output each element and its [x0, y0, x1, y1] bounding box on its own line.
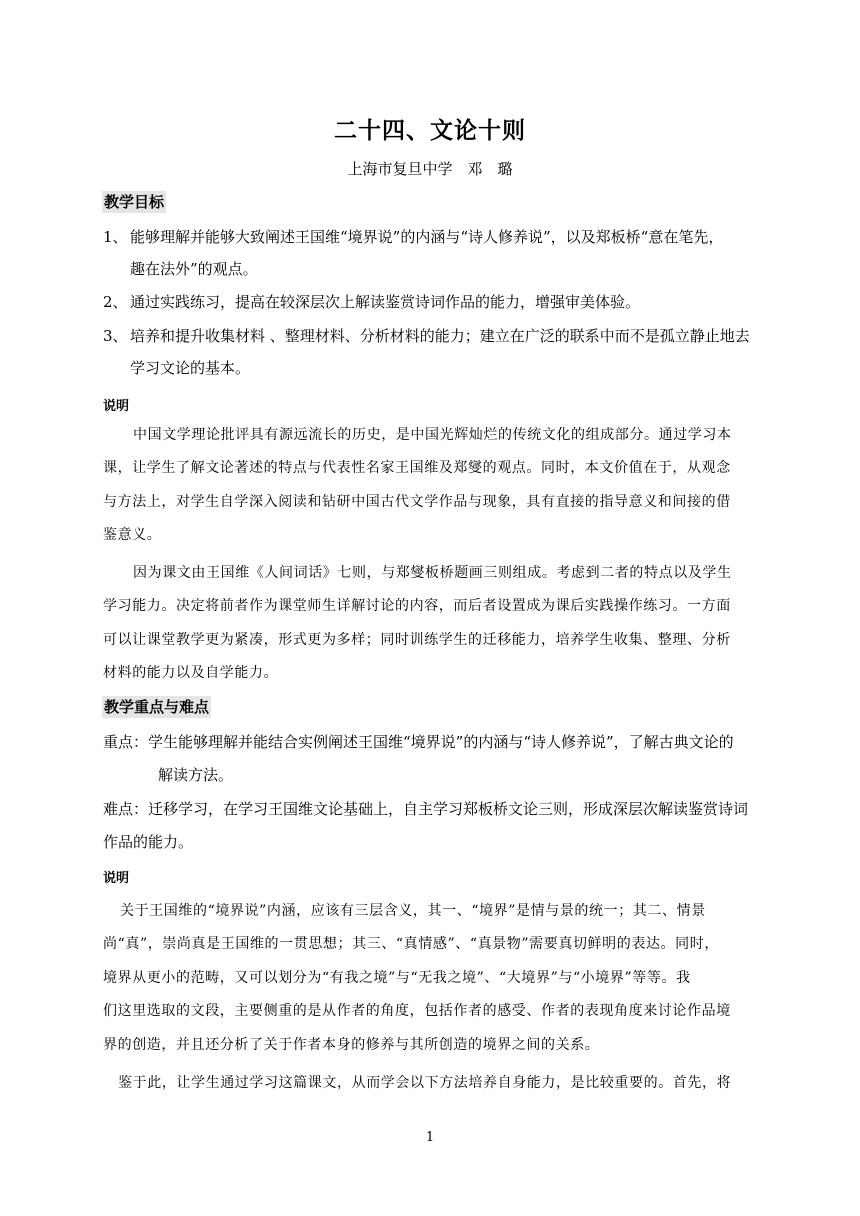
note2-p1-line-4: 们这里选取的文段，主要侧重的是从作者的角度，包括作者的感受、作者的表现角度来讨论作品境: [103, 1003, 731, 1019]
key-point-line-1: 重点：学生能够理解并能结合实例阐述王国维“境界说”的内涵与“诗人修养说”，了解古典文论的: [103, 733, 734, 751]
goal-number-1: 1、: [103, 228, 128, 246]
note1-p2-line-4: 材料的能力以及自学能力。: [103, 665, 279, 681]
note1-p1-line-2: 课，让学生了解文论著述的特点与代表性名家王国维及郑燮的观点。同时，本文价值在于，从观念: [103, 460, 731, 476]
page-number: 1: [425, 1130, 435, 1145]
difficulty-line-1: 难点：迁移学习，在学习王国维文论基础上，自主学习郑板桥文论三则，形成深层次解读鉴赏诗词: [103, 800, 749, 818]
difficulty-line-2: 作品的能力。: [103, 833, 194, 851]
goal-number-3: 3、: [103, 327, 128, 345]
note1-p1-line-1: 中国文学理论批评具有源远流长的历史，是中国光辉灿烂的传统文化的组成部分。通过学习本: [133, 427, 732, 443]
author-line: 上海市复旦中学 邓 璐: [347, 160, 513, 178]
document-title: 二十四、文论十则: [334, 117, 526, 144]
note2-p1-line-1: 关于王国维的“境界说”内涵，应该有三层含义，其一、“境界”是情与景的统一；其二、情景: [120, 903, 706, 919]
note-label-2: 说明: [103, 871, 130, 886]
goal-2-line-1: 通过实践练习，提高在较深层次上解读鉴赏诗词作品的能力，增强审美体验。: [130, 293, 641, 311]
goal-1-line-2: 趣在法外”的观点。: [130, 260, 258, 278]
note2-p1-line-3: 境界从更小的范畴，又可以划分为“有我之境”与“无我之境”、“大境界”与“小境界”等等。我: [103, 970, 691, 986]
note1-p2-line-3: 可以让课堂教学更为紧凑，形式更为多样；同时训练学生的迁移能力，培养学生收集、整理、分析: [103, 632, 731, 648]
note1-p1-line-3: 与方法上，对学生自学深入阅读和钻研中国古代文学作品与现象，具有直接的指导意义和间接的借: [103, 494, 731, 510]
goal-number-2: 2、: [103, 293, 128, 311]
note1-p2-line-2: 学习能力。决定将前者作为课堂师生详解讨论的内容，而后者设置成为课后实践操作练习。一方面: [103, 598, 731, 614]
goal-1-line-1: 能够理解并能够大致阐述王国维“境界说”的内涵与“诗人修养说”，以及郑板桥“意在笔先，: [130, 228, 724, 246]
note2-p1-line-2: 尚“真”，崇尚真是王国维的一贯思想；其三、“真情感”、“真景物”需要真切鲜明的表达。同时，: [103, 936, 719, 952]
note1-p2-line-1: 因为课文由王国维《人间词话》七则，与郑燮板桥题画三则组成。考虑到二者的特点以及学生: [133, 565, 732, 581]
note1-p1-line-4: 鉴意义。: [103, 527, 162, 543]
note2-p2-line-1: 鉴于此，让学生通过学习这篇课文，从而学会以下方法培养自身能力，是比较重要的。首先，将: [118, 1075, 732, 1091]
goal-3-line-2: 学习文论的基本。: [130, 359, 251, 377]
section-heading-focus: 教学重点与难点: [104, 698, 210, 716]
goal-3-line-1: 培养和提升收集材料 、整理材料、分析材料的能力；建立在广泛的联系中而不是孤立静止地去: [130, 327, 750, 345]
note2-p1-line-5: 界的创造，并且还分析了关于作者本身的修养与其所创造的境界之间的关系。: [103, 1037, 600, 1053]
section-heading-goals: 教学目标: [104, 193, 165, 211]
key-point-line-2: 解读方法。: [158, 766, 234, 784]
note-label-1: 说明: [103, 399, 130, 414]
